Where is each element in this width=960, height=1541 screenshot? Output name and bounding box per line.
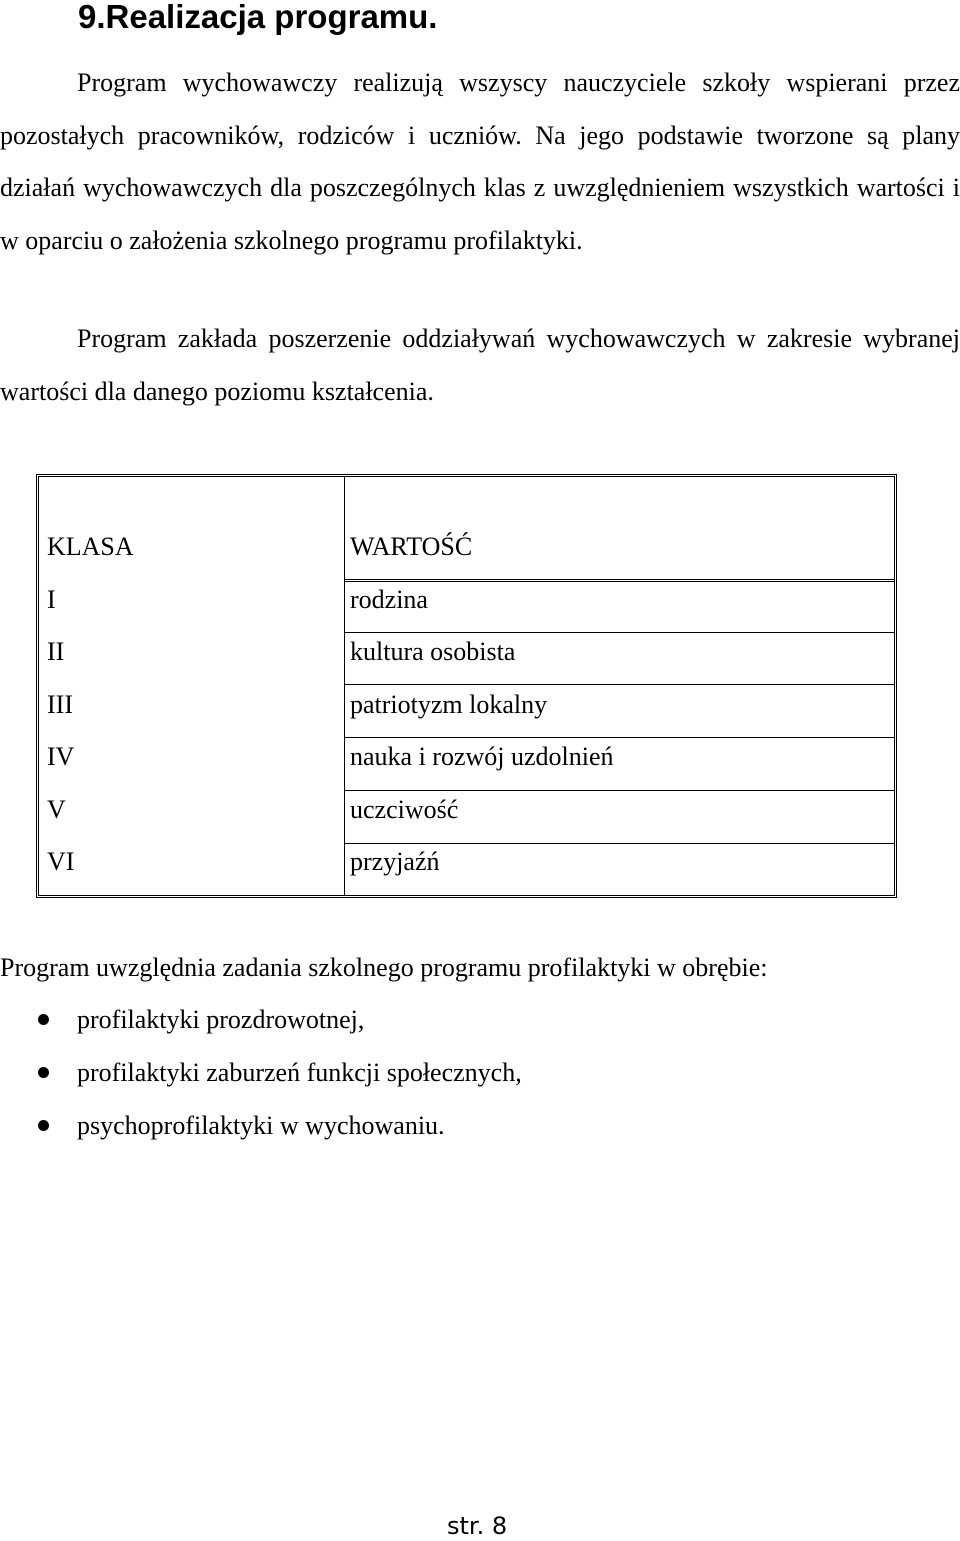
table-row-divider xyxy=(344,684,894,685)
section-heading: 9.Realizacja programu. xyxy=(78,0,438,35)
table-cell-value: nauka i rozwój uzdolnień xyxy=(350,742,614,771)
paragraph-scope-extension: Program zakłada poszerzenie oddziaływań wychowawczych w zakresie wybranej wartości dla danego poziomu kształcenia. xyxy=(0,324,960,406)
table-cell-class: IV xyxy=(47,742,75,771)
table-header-value: WARTOŚĆ xyxy=(350,532,473,561)
table-row-divider xyxy=(344,737,894,738)
table-cell-class: I xyxy=(47,585,56,614)
table-row-divider xyxy=(344,843,894,844)
table-cell-class: VI xyxy=(47,847,75,876)
paragraph-implementation: Program wychowawczy realizują wszyscy nauczyciele szkoły wspierani przez pozostałych pracowników, rodziców i uczniów. Na jego podstawie tworzone są plany działań wychowawczych dla poszczególnych klas z uwzględnieniem wszystkich wartości i w oparciu o założenia szkolnego programu profilaktyki. xyxy=(0,68,960,255)
page-number: str. 8 xyxy=(447,1512,508,1540)
list-item-text: psychoprofilaktyki w wychowaniu. xyxy=(77,1111,445,1140)
table-row-divider xyxy=(344,632,894,633)
table-cell-value: kultura osobista xyxy=(350,637,516,666)
table-cell-class: V xyxy=(47,795,66,824)
prevention-scope-intro: Program uwzględnia zadania szkolnego programu profilaktyki w obrębie: xyxy=(0,953,768,982)
table-cell-class: II xyxy=(47,637,65,666)
bullet-icon xyxy=(38,1014,49,1025)
list-item-text: profilaktyki prozdrowotnej, xyxy=(77,1005,365,1034)
table-cell-value: rodzina xyxy=(350,585,428,614)
table-cell-value: przyjaźń xyxy=(350,847,440,876)
table-column-divider xyxy=(344,477,345,895)
table-cell-class: III xyxy=(47,690,73,719)
table-header-class: KLASA xyxy=(47,532,134,561)
bullet-icon xyxy=(38,1120,49,1131)
table-header-divider xyxy=(344,579,894,582)
table-cell-value: patriotyzm lokalny xyxy=(350,690,548,719)
values-table xyxy=(36,474,897,898)
bullet-icon xyxy=(38,1067,49,1078)
table-cell-value: uczciwość xyxy=(350,795,459,824)
table-row-divider xyxy=(344,790,894,791)
list-item-text: profilaktyki zaburzeń funkcji społecznych, xyxy=(77,1058,522,1087)
